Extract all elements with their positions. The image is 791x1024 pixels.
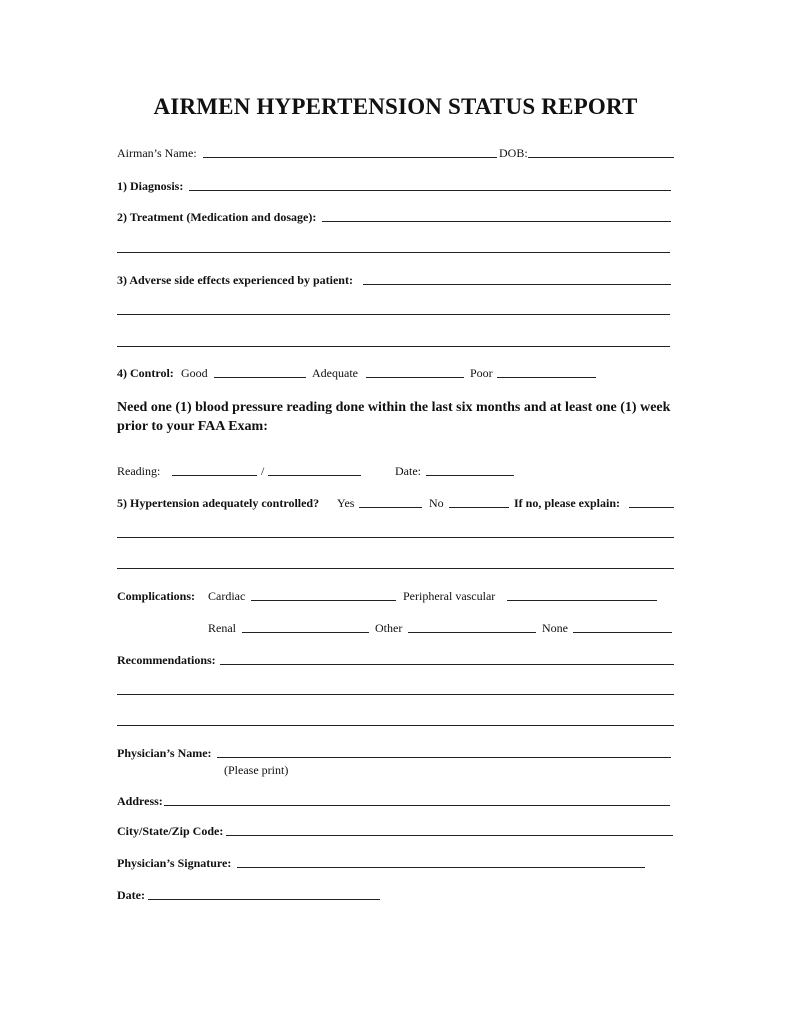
peripheral-vascular-field[interactable] — [507, 600, 657, 601]
none-label: None — [542, 621, 568, 635]
address-label: Address: — [117, 794, 163, 808]
control-good-label: Good — [181, 366, 208, 380]
controlled-no-label: No — [429, 496, 444, 510]
controlled-no-field[interactable] — [449, 507, 509, 508]
control-poor-field[interactable] — [497, 377, 596, 378]
reading-date-label: Date: — [395, 464, 421, 478]
signature-field[interactable] — [237, 867, 645, 868]
controlled-yes-label: Yes — [337, 496, 355, 510]
reading-diastolic-field[interactable] — [268, 475, 361, 476]
airman-name-label: Airman’s Name: — [117, 146, 197, 160]
please-print-hint: (Please print) — [224, 763, 289, 777]
treatment-field[interactable] — [322, 221, 671, 222]
recommendations-field-line-3[interactable] — [117, 725, 674, 726]
side-effects-field-line-2[interactable] — [117, 314, 670, 315]
final-date-field[interactable] — [148, 899, 380, 900]
explain-field-line-3[interactable] — [117, 568, 674, 569]
control-poor-label: Poor — [470, 366, 493, 380]
address-field[interactable] — [164, 805, 670, 806]
other-label: Other — [375, 621, 403, 635]
reading-separator: / — [261, 464, 265, 478]
airman-name-field[interactable] — [203, 157, 497, 158]
dob-label: DOB: — [499, 146, 528, 160]
reading-label: Reading: — [117, 464, 161, 478]
recommendations-field[interactable] — [220, 664, 674, 665]
peripheral-vascular-label: Peripheral vascular — [403, 589, 496, 603]
renal-field[interactable] — [242, 632, 369, 633]
city-state-zip-label: City/State/Zip Code: — [117, 824, 224, 838]
control-adequate-field[interactable] — [366, 377, 464, 378]
form-title: AIRMEN HYPERTENSION STATUS REPORT — [153, 94, 638, 119]
none-field[interactable] — [573, 632, 672, 633]
controlled-label: 5) Hypertension adequately controlled? — [117, 496, 320, 510]
explain-label: If no, please explain: — [514, 496, 621, 510]
control-label: 4) Control: — [117, 366, 174, 380]
explain-field-line-2[interactable] — [117, 537, 674, 538]
reading-systolic-field[interactable] — [172, 475, 257, 476]
recommendations-field-line-2[interactable] — [117, 694, 674, 695]
renal-label: Renal — [208, 621, 236, 635]
physician-name-label: Physician’s Name: — [117, 746, 212, 760]
side-effects-field[interactable] — [363, 284, 671, 285]
control-adequate-label: Adequate — [312, 366, 358, 380]
recommendations-label: Recommendations: — [117, 653, 216, 667]
city-state-zip-field[interactable] — [226, 835, 673, 836]
cardiac-field[interactable] — [251, 600, 396, 601]
diagnosis-field[interactable] — [189, 190, 671, 191]
other-field[interactable] — [408, 632, 536, 633]
side-effects-field-line-3[interactable] — [117, 346, 670, 347]
control-good-field[interactable] — [214, 377, 306, 378]
reading-date-field[interactable] — [426, 475, 514, 476]
cardiac-label: Cardiac — [208, 589, 246, 603]
complications-label: Complications: — [117, 589, 195, 603]
instruction-text: Need one (1) blood pressure reading done within the last six months and at least one (1) week prior to your FAA Exam: — [117, 400, 671, 434]
signature-label: Physician’s Signature: — [117, 856, 232, 870]
side-effects-label: 3) Adverse side effects experienced by patient: — [117, 273, 353, 287]
explain-field[interactable] — [629, 507, 674, 508]
diagnosis-label: 1) Diagnosis: — [117, 179, 184, 193]
final-date-label: Date: — [117, 888, 145, 902]
controlled-yes-field[interactable] — [359, 507, 422, 508]
treatment-label: 2) Treatment (Medication and dosage): — [117, 210, 317, 224]
dob-field[interactable] — [528, 157, 674, 158]
physician-name-field[interactable] — [217, 757, 671, 758]
treatment-field-line-2[interactable] — [117, 252, 670, 253]
